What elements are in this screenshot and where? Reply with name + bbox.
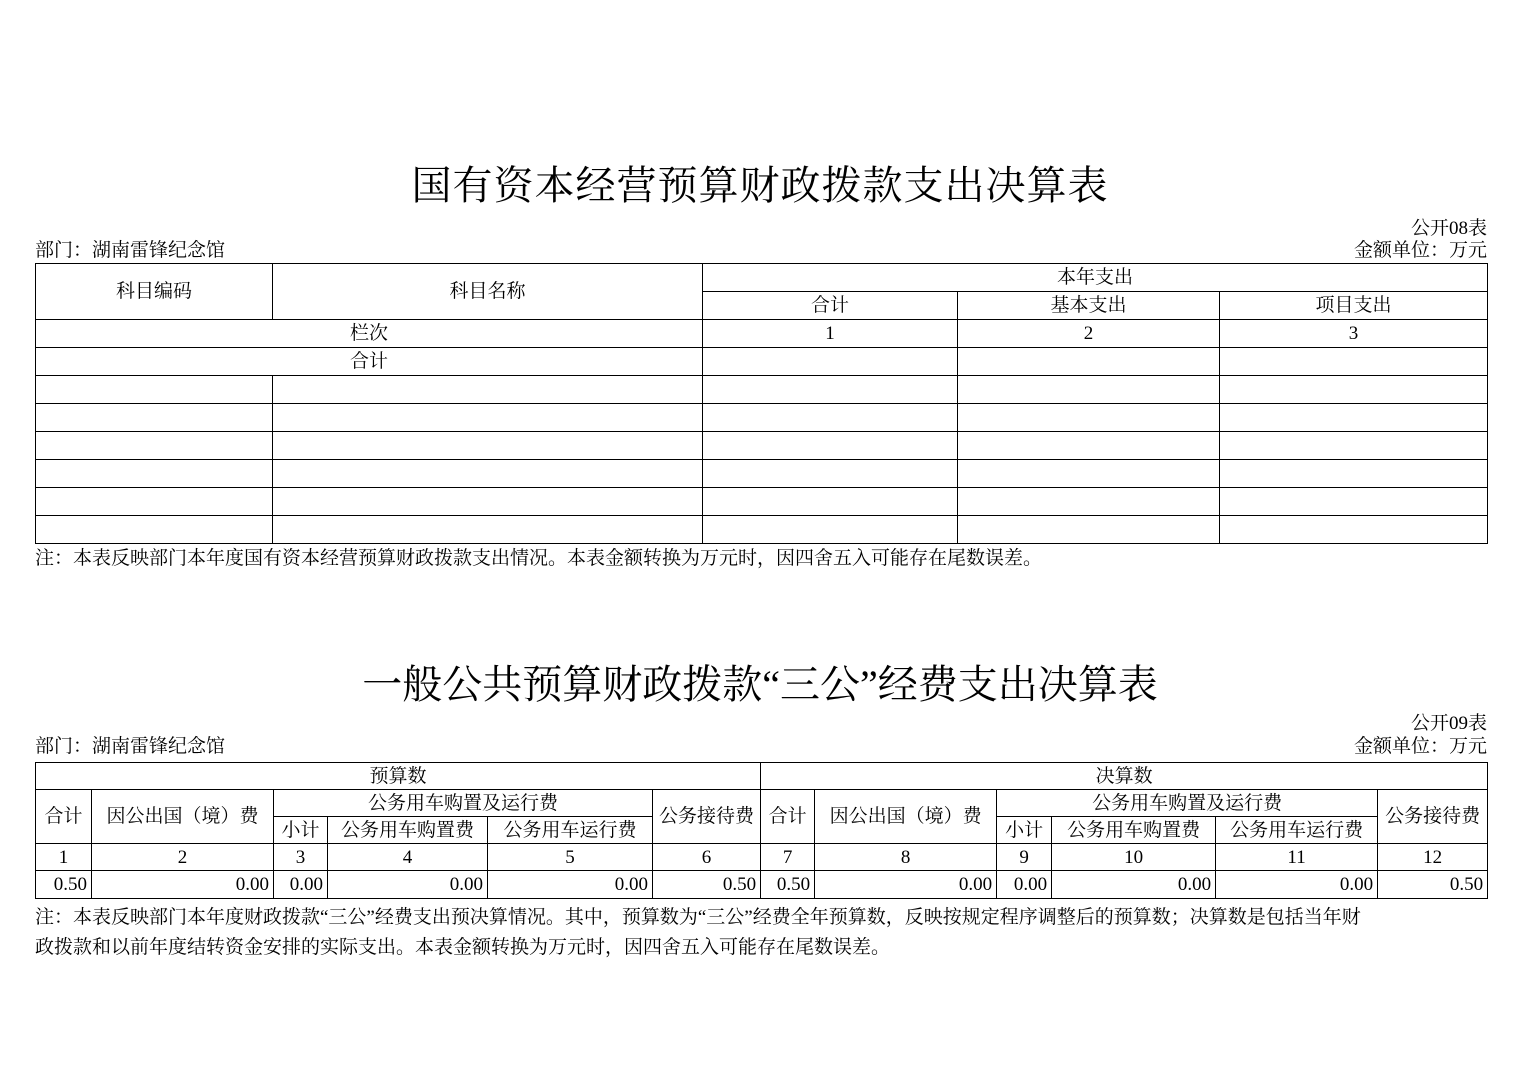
table09-note (35, 903, 1495, 963)
table09-column-number-row (36, 844, 1488, 871)
table09-sheet-number: 公开09表 (1410, 713, 1487, 734)
table08-note: 注：本表反映部门本年度国有资本经营预算财政拨款支出情况。本表金额转换为万元时，因四舍五入可能存在尾数误差。 (35, 548, 1043, 569)
table09-value-cell: 0.50 (653, 871, 761, 899)
table09-final-vehicle-group-header: 公务用车购置及运行费 (997, 790, 1378, 817)
table08-total-value-total (703, 348, 958, 376)
table08-header-subject-code: 科目编码 (36, 264, 273, 320)
table09-column-number: 1 (36, 844, 92, 871)
table08-department: 部门：湖南雷锋纪念馆 (35, 240, 226, 261)
table09-column-number: 8 (815, 844, 997, 871)
table09-unit: 金额单位：万元 (1353, 736, 1487, 757)
table08-title: 国有资本经营预算财政拨款支出决算表 (411, 163, 1109, 208)
table09-column-number: 4 (328, 844, 488, 871)
table09-value-cell: 0.50 (761, 871, 815, 899)
table09-value-cell: 0.00 (274, 871, 328, 899)
table08-column-index-row (36, 320, 1488, 348)
table09-value-row (36, 871, 1488, 899)
table09-budget-vehicle-purchase-header: 公务用车购置费 (328, 817, 488, 844)
table09-budget-subtotal-header: 小计 (274, 817, 328, 844)
table09-column-number: 3 (274, 844, 328, 871)
table09-meta-line (35, 737, 1487, 756)
table09-column-number: 5 (488, 844, 653, 871)
table09-note-line2: 政拨款和以前年度结转资金安排的实际支出。本表金额转换为万元时，因四舍五入可能存在尾数误差。 (35, 937, 891, 958)
table08-column-number: 2 (958, 320, 1220, 348)
table09-final-abroad-header: 因公出国（境）费 (815, 790, 997, 844)
table08-header-row-1 (36, 264, 1488, 292)
table08-unit: 金额单位：万元 (1353, 240, 1487, 261)
table09-budget-reception-header: 公务接待费 (653, 790, 761, 844)
table-row (36, 376, 1488, 404)
table09-title: 一般公共预算财政拨款“三公”经费支出决算表 (362, 662, 1158, 707)
table09-budget-abroad-header: 因公出国（境）费 (92, 790, 274, 844)
table08-total-row (36, 348, 1488, 376)
table-row (36, 460, 1488, 488)
table09-final-reception-header: 公务接待费 (1378, 790, 1488, 844)
table08-column-number: 1 (703, 320, 958, 348)
table08-header-basic: 基本支出 (958, 292, 1220, 320)
table08-meta-line (35, 241, 1487, 260)
table09-value-cell: 0.50 (36, 871, 92, 899)
table09-header-row-1 (36, 790, 1488, 817)
table09-column-number: 11 (1216, 844, 1378, 871)
table09-value-cell: 0.50 (1378, 871, 1488, 899)
table-row (36, 488, 1488, 516)
table08-column-number: 3 (1220, 320, 1488, 348)
table09-budget-total-header: 合计 (36, 790, 92, 844)
table08-total-value-project (1220, 348, 1488, 376)
table09-column-number: 9 (997, 844, 1052, 871)
table09-value-cell: 0.00 (815, 871, 997, 899)
table08-column-index-label: 栏次 (36, 320, 703, 348)
table09-budget-vehicle-group-header: 公务用车购置及运行费 (274, 790, 653, 817)
table08-header-total: 合计 (703, 292, 958, 320)
table09-final-total-header: 合计 (761, 790, 815, 844)
table-row (36, 404, 1488, 432)
table09-value-cell: 0.00 (328, 871, 488, 899)
table09-column-number: 6 (653, 844, 761, 871)
table08-total-row-label: 合计 (36, 348, 703, 376)
table09-column-number: 10 (1052, 844, 1216, 871)
table09-value-cell: 0.00 (997, 871, 1052, 899)
table09-value-cell: 0.00 (1052, 871, 1216, 899)
table09 (35, 762, 1488, 899)
table08-header-year-expenditure: 本年支出 (703, 264, 1488, 292)
table-row (36, 516, 1488, 544)
table09-column-number: 7 (761, 844, 815, 871)
table09-group-budget: 预算数 (36, 763, 761, 790)
table09-budget-vehicle-operation-header: 公务用车运行费 (488, 817, 653, 844)
table09-column-number: 12 (1378, 844, 1488, 871)
table08-header-project: 项目支出 (1220, 292, 1488, 320)
table09-group-row (36, 763, 1488, 790)
table08-total-value-basic (958, 348, 1220, 376)
table08 (35, 263, 1488, 544)
table09-final-vehicle-purchase-header: 公务用车购置费 (1052, 817, 1216, 844)
table08-sheet-number: 公开08表 (1410, 218, 1487, 239)
table09-value-cell: 0.00 (1216, 871, 1378, 899)
table09-note-line1: 注：本表反映部门本年度财政拨款“三公”经费支出预决算情况。其中，预算数为“三公”经费全年预算数，反映按规定程序调整后的预算数；决算数是包括当年财 (35, 907, 1361, 928)
table-row (36, 432, 1488, 460)
table09-value-cell: 0.00 (92, 871, 274, 899)
table09-column-number: 2 (92, 844, 274, 871)
table09-final-vehicle-operation-header: 公务用车运行费 (1216, 817, 1378, 844)
table09-department: 部门：湖南雷锋纪念馆 (35, 736, 226, 757)
table09-value-cell: 0.00 (488, 871, 653, 899)
table09-final-subtotal-header: 小计 (997, 817, 1052, 844)
table08-header-subject-name: 科目名称 (273, 264, 703, 320)
table09-group-final: 决算数 (761, 763, 1488, 790)
